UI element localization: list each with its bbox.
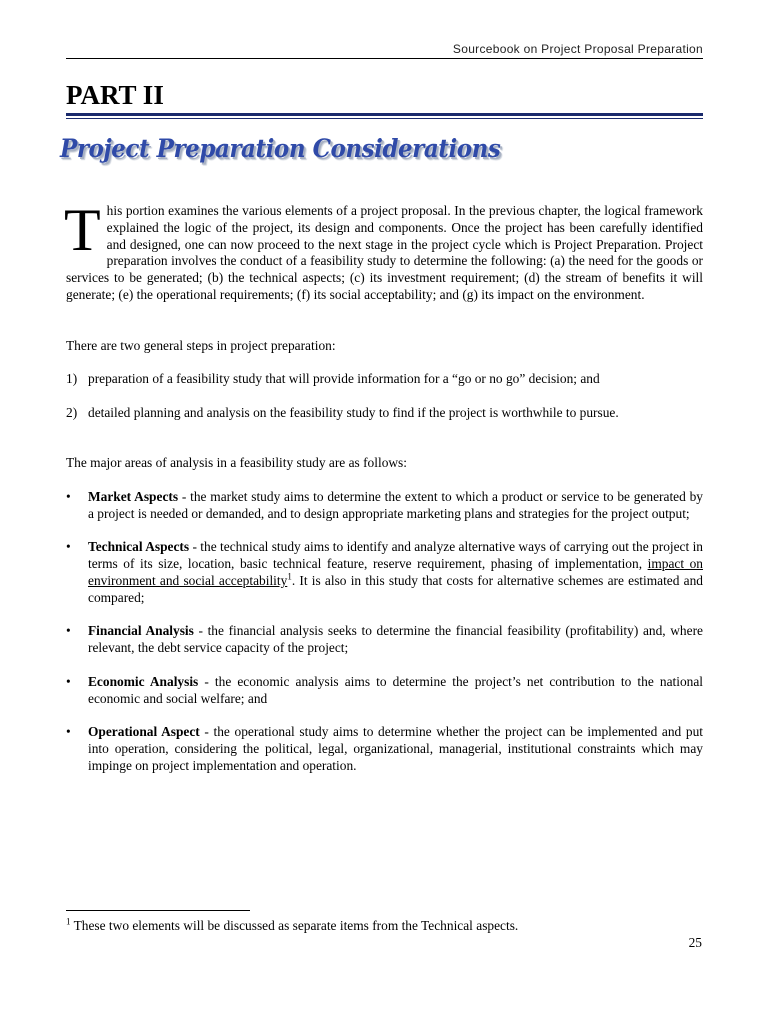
step-number: 1)	[66, 371, 78, 386]
area-text: - the market study aims to determine the extent to which a product or service to be generated by a project is needed or demanded, and to design appropriate marketing plans and strategies for the project output;	[88, 489, 704, 521]
list-item	[66, 623, 703, 657]
bullet-icon: •	[66, 539, 71, 555]
header-rule	[66, 58, 703, 59]
footnote-rule	[66, 910, 250, 911]
title-rule-thick	[66, 113, 703, 116]
underlined-phrase: impact on environment and social acceptability	[88, 556, 703, 588]
area-term: Economic Analysis	[88, 673, 199, 689]
intro-text: his portion examines the various elements of a project proposal. In the previous chapter, the logical framework explained the logic of the project, its design and components. Once the project has been carefully identified and designed, one can now proceed to the next stage in the project cycle which is Project Preparation. Project preparation involves the conduct of a feasibility study to determine the following: (a) the need for the goods or services to be generated; (b) the technical aspects; (c) its investment requirement; (d) the stream of benefits it will generate; (e) the operational requirements; (f) its social acceptability; and (g) its impact on the environment.	[66, 203, 703, 302]
footnote	[66, 918, 518, 934]
bullet-icon: •	[66, 673, 71, 689]
step-text: detailed planning and analysis on the feasibility study to find if the project is worthwhile to pursue.	[88, 405, 619, 420]
page-number: 25	[688, 935, 702, 950]
area-text-continued: . It is also in this study that costs for alternative schemes are estimated and compared;	[88, 572, 703, 605]
step-text: preparation of a feasibility study that will provide information for a “go or no go” decision; and	[88, 371, 600, 386]
running-header: Sourcebook on Project Proposal Preparation	[452, 42, 703, 56]
area-term: Market Aspects	[88, 489, 179, 504]
part-label: PART II	[66, 80, 164, 110]
area-text: - the operational study aims to determine whether the project can be implemented and put into operation, considering the political, legal, organizational, managerial, institutional constraints which may impinge on project implementation and operation.	[88, 724, 703, 773]
footnote-ref[interactable]: 1	[287, 571, 292, 582]
list-item	[66, 724, 703, 774]
bullet-icon: •	[66, 489, 71, 504]
step-number: 2)	[66, 405, 78, 420]
bullet-icon: •	[66, 724, 71, 740]
list-item	[66, 539, 703, 606]
list-item	[66, 674, 703, 708]
step-item	[66, 371, 703, 388]
intro-paragraph	[64, 197, 703, 304]
analysis-areas-list	[66, 489, 703, 791]
area-term: Technical Aspects	[88, 539, 190, 555]
step-item	[66, 405, 703, 422]
list-item	[66, 489, 703, 523]
steps-intro: There are two general steps in project preparation:	[66, 338, 336, 353]
section-title: Project Preparation Considerations	[60, 134, 501, 163]
title-rule-thin	[66, 118, 703, 119]
drop-cap: T	[64, 197, 101, 263]
bullet-icon: •	[66, 623, 71, 639]
area-text: - the financial analysis seeks to determine the financial feasibility (profitability) and, where relevant, the debt service capacity of the project;	[88, 623, 703, 656]
area-term: Financial Analysis	[88, 623, 194, 639]
footnote-text: These two elements will be discussed as separate items from the Technical aspects.	[70, 918, 519, 933]
area-text: - the economic analysis aims to determine the project’s net contribution to the national economic and social welfare; and	[88, 673, 704, 706]
footnote-number: 1	[66, 916, 71, 927]
area-text: - the technical study aims to identify and analyze alternative ways of carrying out the project in terms of its size, location, basic technical feature, reserve requirement, phasing of implementation,	[88, 539, 704, 572]
area-term: Operational Aspect	[88, 724, 200, 740]
areas-intro: The major areas of analysis in a feasibility study are as follows:	[66, 455, 407, 470]
